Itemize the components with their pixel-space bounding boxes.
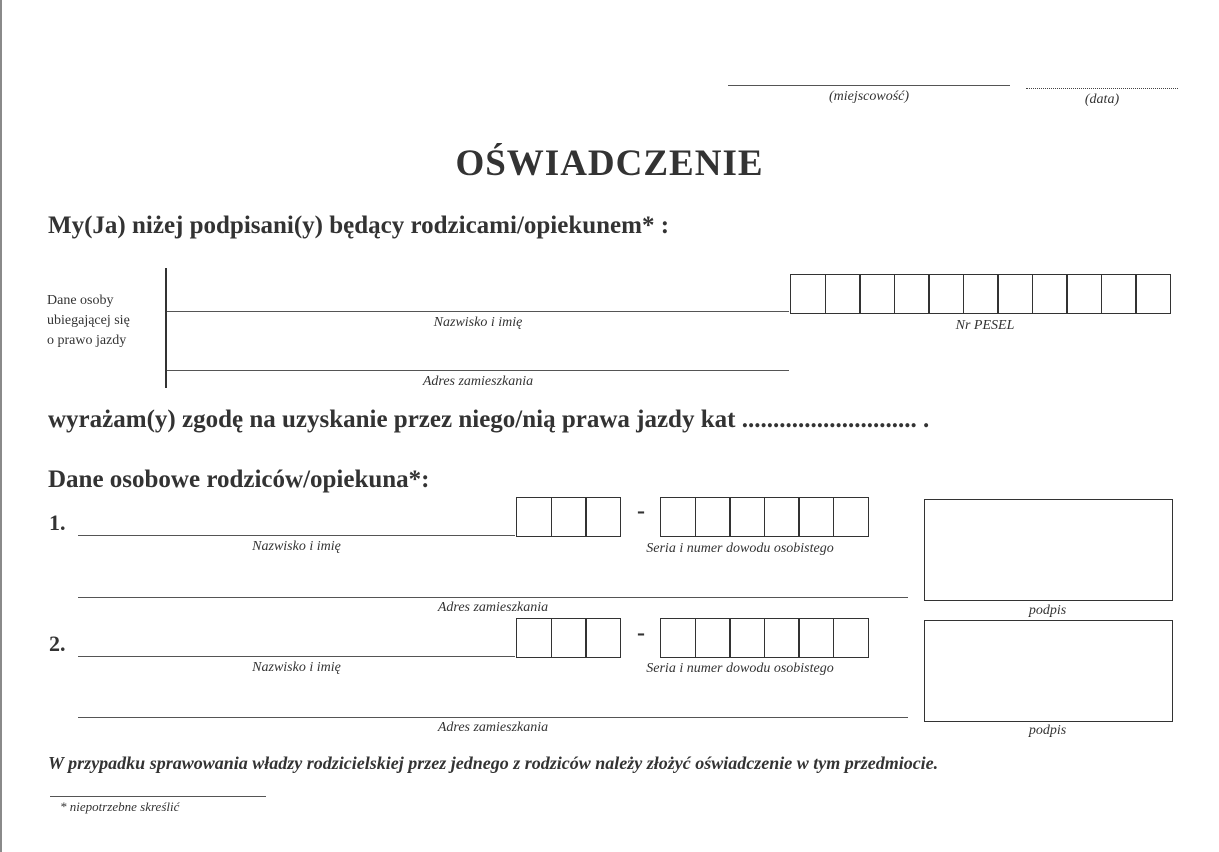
id-series-box[interactable]: [516, 497, 552, 537]
id-number-box[interactable]: [695, 497, 731, 537]
applicant-label-line: o prawo jazdy: [47, 333, 127, 348]
id-number-box[interactable]: [798, 618, 834, 658]
parent-name-line[interactable]: [78, 656, 515, 657]
signature-box[interactable]: [924, 620, 1173, 722]
pesel-digit-box[interactable]: [1032, 274, 1068, 314]
parent-name-caption: Nazwisko i imię: [252, 660, 341, 675]
id-series-box[interactable]: [516, 618, 552, 658]
id-number-box[interactable]: [695, 618, 731, 658]
parent-address-line[interactable]: [78, 597, 908, 598]
place-line[interactable]: [728, 85, 1010, 86]
parent-address-line[interactable]: [78, 717, 908, 718]
id-series-boxes: [516, 497, 620, 537]
note-text: W przypadku sprawowania władzy rodzicielskiej przez jednego z rodziców należy złożyć oświadczenie w tym przedmiocie.: [48, 753, 939, 773]
pesel-digit-box[interactable]: [928, 274, 964, 314]
footnote-text: * niepotrzebne skreślić: [60, 799, 180, 814]
pesel-digit-box[interactable]: [859, 274, 895, 314]
id-number-box[interactable]: [764, 618, 800, 658]
parent-name-line[interactable]: [78, 535, 515, 536]
id-separator: -: [637, 620, 645, 646]
place-caption: (miejscowość): [828, 89, 910, 104]
signature-caption: podpis: [1028, 723, 1067, 738]
pesel-digit-box[interactable]: [790, 274, 826, 314]
id-series-box[interactable]: [585, 497, 621, 537]
applicant-name-caption: Nazwisko i imię: [433, 315, 523, 330]
pesel-caption: Nr PESEL: [955, 318, 1015, 333]
consent-text: wyrażam(y) zgodę na uzyskanie przez niego/nią prawa jazdy kat ............................ .: [48, 406, 930, 433]
pesel-digit-box[interactable]: [894, 274, 930, 314]
parent-number: 2.: [49, 631, 66, 656]
applicant-label-line: Dane osoby: [47, 293, 114, 308]
pesel-digit-box[interactable]: [1135, 274, 1171, 314]
parent-name-caption: Nazwisko i imię: [252, 539, 341, 554]
applicant-address-line[interactable]: [167, 370, 789, 371]
date-caption: (data): [1084, 92, 1120, 107]
id-number-box[interactable]: [660, 618, 696, 658]
date-line[interactable]: [1026, 88, 1178, 89]
applicant-label-line: ubiegającej się: [47, 313, 130, 328]
applicant-label: [47, 291, 130, 351]
page-edge: [0, 0, 2, 852]
id-number-box[interactable]: [833, 497, 869, 537]
id-series-box[interactable]: [551, 618, 587, 658]
applicant-address-caption: Adres zamieszkania: [422, 374, 534, 389]
parents-heading: Dane osobowe rodziców/opiekuna*:: [48, 466, 430, 493]
page-title: OŚWIADCZENIE: [455, 143, 764, 184]
parent-address-caption: Adres zamieszkania: [437, 600, 549, 615]
pesel-digit-box[interactable]: [1101, 274, 1137, 314]
applicant-name-line[interactable]: [167, 311, 789, 312]
intro-text: My(Ja) niżej podpisani(y) będący rodzicami/opiekunem* :: [48, 212, 670, 239]
id-series-boxes: [516, 618, 620, 658]
pesel-digit-box[interactable]: [997, 274, 1033, 314]
id-number-box[interactable]: [798, 497, 834, 537]
id-caption: Seria i numer dowodu osobistego: [646, 661, 834, 676]
id-number-box[interactable]: [729, 497, 765, 537]
id-number-box[interactable]: [660, 497, 696, 537]
id-series-box[interactable]: [551, 497, 587, 537]
id-number-boxes: [660, 618, 867, 658]
parent-address-caption: Adres zamieszkania: [437, 720, 549, 735]
id-number-boxes: [660, 497, 867, 537]
id-number-box[interactable]: [764, 497, 800, 537]
id-number-box[interactable]: [729, 618, 765, 658]
pesel-boxes: [790, 274, 1170, 314]
id-separator: -: [637, 498, 645, 524]
footnote-rule: [50, 796, 266, 797]
id-series-box[interactable]: [585, 618, 621, 658]
signature-box[interactable]: [924, 499, 1173, 601]
id-caption: Seria i numer dowodu osobistego: [646, 541, 834, 556]
pesel-digit-box[interactable]: [963, 274, 999, 314]
parent-number: 1.: [49, 510, 66, 535]
id-number-box[interactable]: [833, 618, 869, 658]
pesel-digit-box[interactable]: [825, 274, 861, 314]
signature-caption: podpis: [1028, 603, 1067, 618]
pesel-digit-box[interactable]: [1066, 274, 1102, 314]
